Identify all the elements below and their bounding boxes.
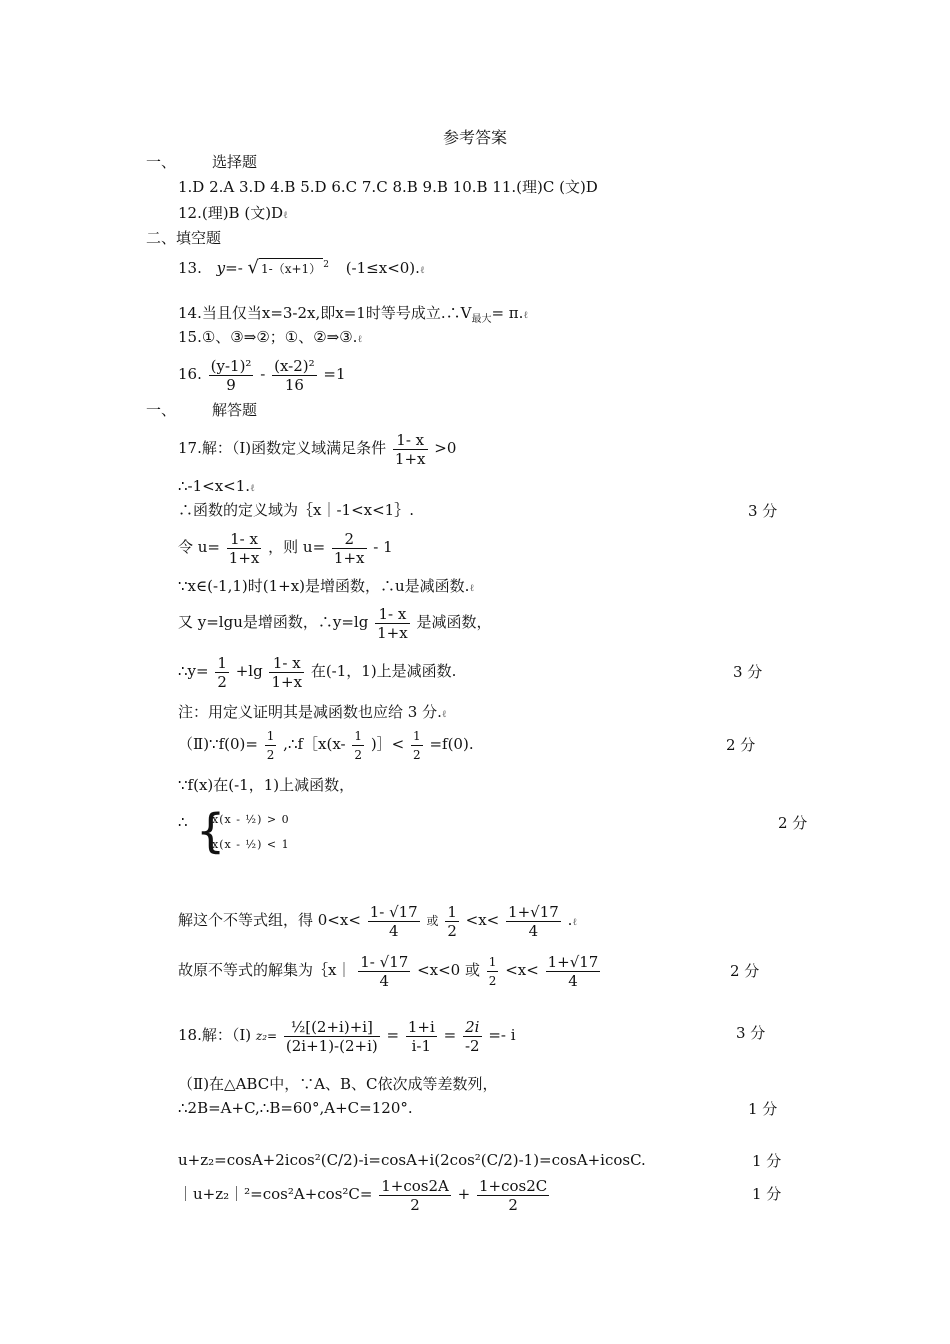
q18-line-1: 18.解：（Ⅰ) z₂= $\frac{\text{½[(2+i)+i]}}{(2i+1)-(2+i)}$ = $\frac{1+i}{i-1}$ = $\frac{2i}{-2}$ =- i [178,1017,516,1055]
q17-line-7: ∴y= $\frac{1}{2}$ +lg $\frac{1- x}{1+x}$ 在(-1，1)上是减函数. [178,653,457,691]
q15-line: 15.①、③⇒②；①、②⇒③.ℓ [178,328,363,346]
q16-line: 16. $\frac{\text{(y-1)²}}{9}$ - $\frac{\text{(x-2)²}}{16}$ =1 [178,356,346,394]
section-1-number: 一、 [146,153,177,171]
score-mark: 2 分 [730,962,760,980]
score-mark: 1 分 [752,1185,782,1203]
inequality-1: x(x - ½) > 0 [212,813,290,826]
score-mark: 2 分 [778,814,808,832]
section-2-title: 二、填空题 [146,229,222,247]
q17-line-6: 又 y=lgu是增函数，∴y=lg $\frac{1- x}{1+x}$ 是减函数， [178,604,492,642]
q17-line-13: 故原不等式的解集为｛x｜ $\frac{1- √17}{4}$ <x<0 或 $\frac{1}{2}$ <x< $\frac{1+√17}{4}$ [178,952,599,990]
q18-line-4: u+z₂=cosA+2icos²(C/2)-i=cosA+i(2cos²(C/2)-1)=cosA+icosC. [178,1151,646,1169]
section-1-title: 选择题 [212,153,258,171]
q17-line-9: （Ⅱ)∵f(0)= $\frac{1}{2}$ ,∴f［x(x- $\frac{1}{2}$ )］< $\frac{1}{2}$ =f(0). [178,728,474,762]
q18-line-3: ∴2B=A+C,∴B=60°,A+C=120°. [178,1099,413,1117]
q17-line-2: ∴-1<x<1.ℓ [178,477,255,495]
q17-line-4: 令 u= $\frac{1- x}{1+x}$ ，则 u= $\frac{2}{1+x}$ - 1 [178,529,393,567]
score-mark: 1 分 [752,1152,782,1170]
mc-answers-row-2: 12.(理)B (文)Dℓ [178,204,288,222]
score-mark: 2 分 [726,736,756,754]
q17-line-5: ∵x∈(-1,1)时(1+x)是增函数，∴u是减函数.ℓ [178,577,475,595]
q17-line-1: 17.解：（Ⅰ)函数定义域满足条件 $\frac{1- x}{1+x}$ >0 [178,430,457,468]
q18-line-5: ｜u+z₂｜²=cos²A+cos²C= $\frac{1+\cos 2A}{2}$ + $\frac{1+\cos 2C}{2}$ [178,1176,548,1214]
score-mark: 1 分 [748,1100,778,1118]
q18-line-2: （Ⅱ)在△ABC中，∵A、B、C依次成等差数列， [178,1075,498,1093]
q17-line-3: ∴函数的定义域为｛x｜-1<x<1｝. [178,501,414,519]
score-mark: 3 分 [736,1024,766,1042]
section-3-title: 解答题 [212,401,258,419]
q13-line: 13. y=- √ 1-（x+1） $^2$ (-1≤x<0).ℓ [178,257,425,278]
score-mark: 3 分 [748,502,778,520]
q17-line-12: 解这个不等式组，得 0<x< $\frac{1- √17}{4}$ 或 $\frac{1}{2}$ <x< $\frac{1+√17}{4}$ .ℓ [178,902,578,940]
q17-line-10: ∵f(x)在(-1，1)上减函数， [178,776,355,794]
q17-line-8: 注：用定义证明其是减函数也应给 3 分.ℓ [178,703,447,721]
system-brace: { [196,804,226,858]
page-title: 参考答案 [443,128,508,147]
q17-line-11: ∴ [178,813,188,831]
mc-answers-row-1: 1.D 2.A 3.D 4.B 5.D 6.C 7.C 8.B 9.B 10.B 11.(理)C (文)D [178,178,598,196]
inequality-2: x(x - ½) < 1 [212,838,290,851]
section-3-number: 一、 [146,401,177,419]
q14-line: 14.当且仅当x=3-2x,即x=1时等号成立$.\therefore V_{最大}=$ π.ℓ [178,304,529,325]
score-mark: 3 分 [733,663,763,681]
